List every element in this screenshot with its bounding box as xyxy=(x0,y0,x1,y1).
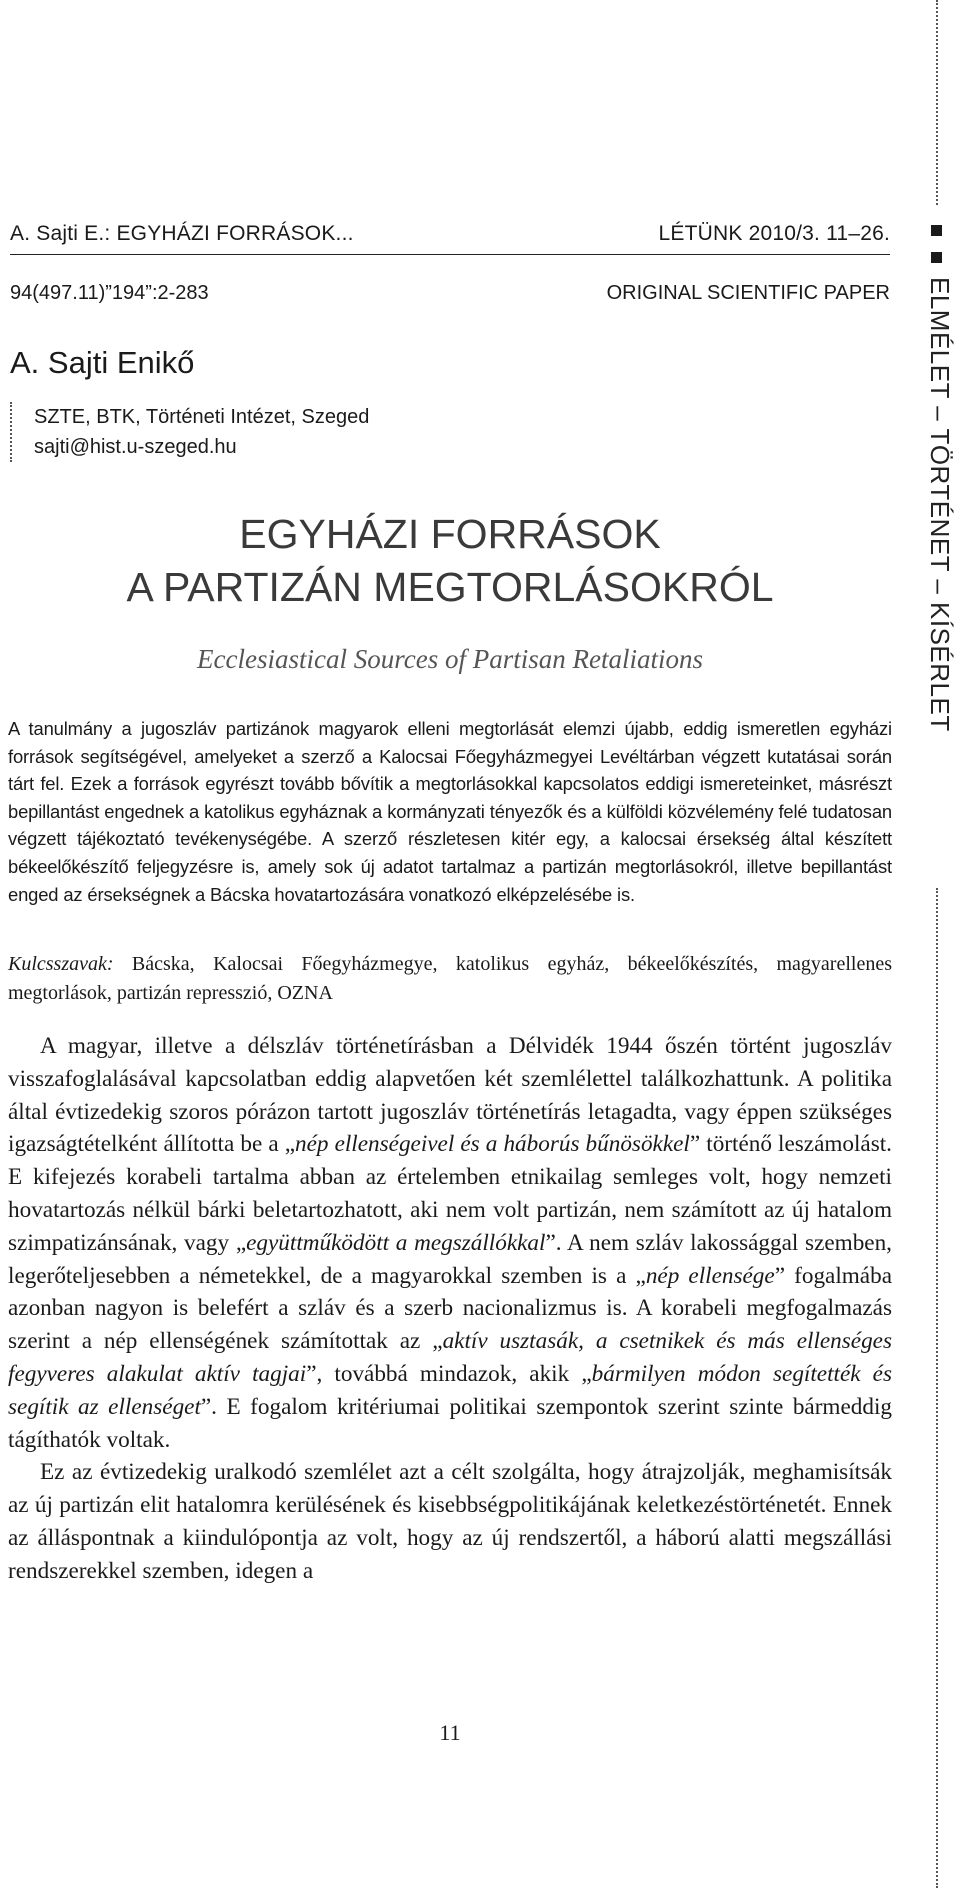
side-square-marker xyxy=(931,225,942,236)
p1-italic-5: bármilyen módon segítették és segítik az ellenséget xyxy=(8,1360,892,1420)
page-number: 11 xyxy=(439,1720,461,1745)
keywords-text: Bácska, Kalocsai Főegyházmegye, katolikus egyház, békeelőkészítés, magyarellenes megtorlások, partizán represszió, OZNA xyxy=(8,953,892,1004)
paragraph-1 xyxy=(8,1030,892,1456)
p1-text-e: ”, továbbá mindazok, akik „ xyxy=(306,1360,592,1387)
article-title xyxy=(10,508,890,614)
english-title: Ecclesiastical Sources of Partisan Retaliations xyxy=(197,644,703,674)
section-side-label: ELMÉLET – TÖRTÉNET – KÍSÉRLET xyxy=(925,277,955,732)
classification-line xyxy=(10,282,890,305)
author-email: sajti@hist.u-szeged.hu xyxy=(34,436,237,458)
paragraph-2: Ez az évtizedekig uralkodó szemlélet azt a célt szolgálta, hogy átrajzolják, meghamisítsák az új partizán elit hatalomra kerülésének és kisebbségpolitikájának keletkezéstörténetét. Ennek az álláspontnak a kiindulópontja az volt, hogy az új rendszertől, a háború alatti megszállási rendszerekkel szemben, idegen a xyxy=(8,1459,892,1584)
p1-text-b: ” történő leszámolást. E kifejezés korabeli tartalma abban az értelemben etnikailag semleges volt, hogy nemzeti hovatartozás nélkül bárki beletartozhatott, aki nem volt partizán, nem számított az új hatalom szimpatizánsának, vagy „ xyxy=(8,1131,892,1256)
p1-italic-2: együttműködött a megszállókkal xyxy=(246,1229,546,1256)
running-head-journal: LÉTÜNK 2010/3. 11–26. xyxy=(658,222,890,245)
p1-text-c: ”. A nem szláv lakossággal szemben, legerőteljesebben a németekkel, de a magyarokkal szemben is a „ xyxy=(8,1229,892,1289)
title-line-2: A PARTIZÁN MEGTORLÁSOKRÓL xyxy=(126,564,774,610)
title-line-1: EGYHÁZI FORRÁSOK xyxy=(239,511,661,557)
p1-text-f: ”. E fogalom kritériumai politikai szempontok szerint szinte bármeddig tágíthatók voltak. xyxy=(8,1393,892,1453)
body-text xyxy=(8,1030,892,1588)
keywords xyxy=(8,950,892,1008)
affiliation: SZTE, BTK, Történeti Intézet, Szeged xyxy=(34,406,370,428)
keywords-label: Kulcsszavak: xyxy=(8,953,114,975)
side-square-marker xyxy=(931,252,942,263)
author-name: A. Sajti Enikő xyxy=(10,345,195,380)
abstract: A tanulmány a jugoszláv partizánok magyarok elleni megtorlását elemzi újabb, eddig ismeretlen egyházi források segítségével, amelyeket a szerző a Kalocsai Főegyházmegyei Levéltárban végzett kutatásai során tárt fel. Ezek a források egyrészt tovább bővítik a megtorlásokkal kapcsolatos eddigi ismereteinket, másrészt bepillantást engednek a katolikus egyháznak a kormányzati tényezők és a külföldi közvélemény felé tudatosan végzett tájékoztató tevékenységébe. A szerző részletesen kitér egy, a kalocsai érsekség által készített békeelőkészítő feljegyzésre is, amely sok új adatot tartalmaz a partizán megtorlásokról, illetve bepillantást enged az érsekségnek a Bácska hovatartozására vonatkozó elképzelésébe is. xyxy=(8,718,892,905)
side-dotted-rule-top xyxy=(936,0,938,205)
p1-italic-4: aktív usztasák, a csetnikek és más ellenséges fegyveres alakulat aktív tagjai xyxy=(8,1328,892,1387)
p1-italic-3: nép ellensége xyxy=(645,1262,775,1289)
udc-code: 94(497.11)”194”:2-283 xyxy=(10,282,209,304)
paper-type: ORIGINAL SCIENTIFIC PAPER xyxy=(606,282,890,304)
author-affiliation-block xyxy=(10,402,369,462)
running-head xyxy=(10,222,890,255)
p1-text-a: A magyar, illetve a délszláv történetírásban a Délvidék 1944 őszén történt jugoszláv visszafoglalásával kapcsolatban eddig alapvetően két szemlélettel találkozhattunk. A politika által évtizedekig szoros pórázon tartott jugoszláv történetírás letagadta, vagy éppen szükséges igazságtételként állította be a „ xyxy=(8,1033,892,1158)
p1-text-d: ” fogalmába azonban nagyon is belefért a szláv és a szerb nacionalizmus is. A korabeli megfogalmazás szerint a nép ellenségének számítottak az „ xyxy=(8,1262,892,1355)
running-head-citation: A. Sajti E.: EGYHÁZI FORRÁSOK... xyxy=(10,222,354,245)
side-dotted-rule-bottom xyxy=(936,888,938,1888)
p1-italic-1: nép ellenségeivel és a háborús bűnösökkel xyxy=(295,1131,690,1158)
